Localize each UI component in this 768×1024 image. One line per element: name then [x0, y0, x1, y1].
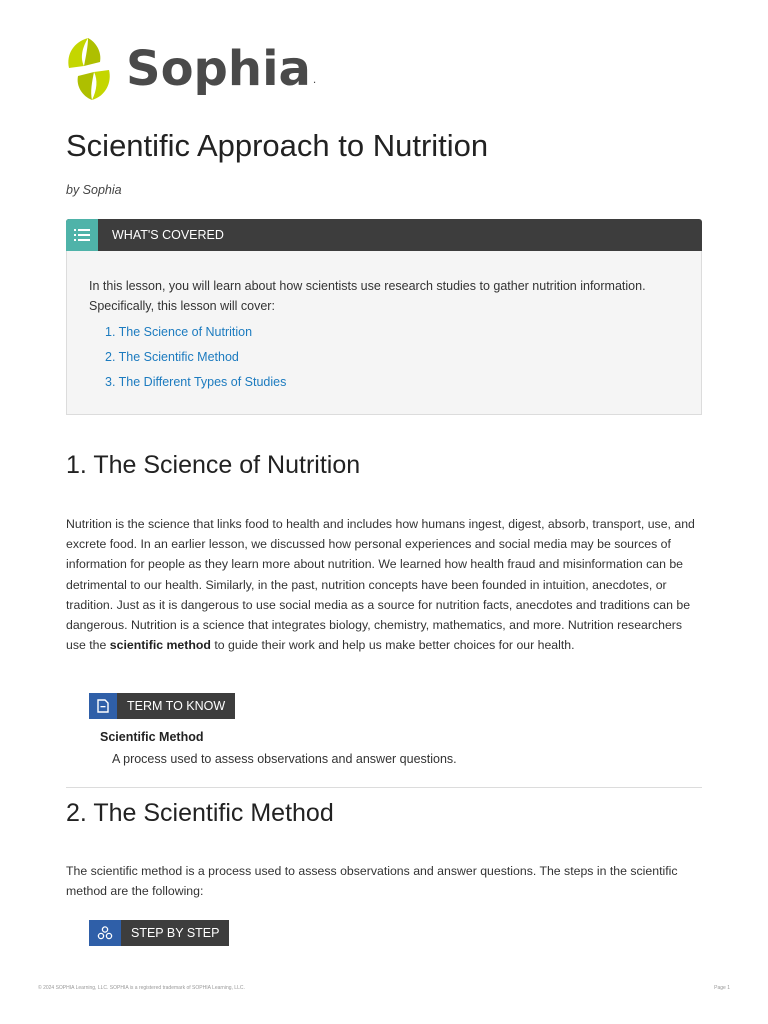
byline: by Sophia [66, 183, 122, 197]
term-to-know-label: TERM TO KNOW [127, 699, 226, 713]
sophia-logo [66, 36, 316, 102]
section1-text-after: to guide their work and help us make better choices for our health. [210, 638, 575, 653]
section2-paragraph: The scientific method is a process used to assess observations and answer questions. The steps in the scientific method are the following: [66, 864, 678, 899]
term-definition: A process used to assess observations and answer questions. [112, 752, 457, 766]
whats-covered-intro: In this lesson, you will learn about how scientists use research studies to gather nutrition information. Specifically, this lesson will cover: [89, 279, 646, 313]
sophia-leaf-icon [66, 36, 112, 102]
page-title: Scientific Approach to Nutrition [66, 128, 489, 163]
toc-list [89, 320, 679, 395]
footer-copyright: © 2024 SOPHIA Learning, LLC. SOPHIA is a registered trademark of SOPHIA Learning, LLC. [38, 985, 245, 991]
section-divider [66, 787, 702, 788]
scientific-method-bold: scientific method [109, 638, 211, 653]
list-icon [66, 219, 98, 251]
section1-paragraph [66, 514, 702, 655]
sophia-wordmark: Sophia [126, 41, 311, 97]
steps-icon [89, 920, 121, 946]
step-by-step-tag [89, 920, 229, 946]
term-to-know-tag [89, 693, 235, 719]
whats-covered-header [66, 219, 702, 251]
term-title: Scientific Method [100, 730, 204, 744]
toc-link-scientific-method[interactable]: 2. The Scientific Method [105, 350, 239, 364]
whats-covered-body [66, 251, 702, 415]
toc-link-types-of-studies[interactable]: 3. The Different Types of Studies [105, 375, 287, 389]
step-by-step-label: STEP BY STEP [131, 926, 220, 940]
section-heading-scientific-method: 2. The Scientific Method [66, 799, 334, 827]
section-heading-science-of-nutrition: 1. The Science of Nutrition [66, 451, 361, 479]
section1-text-before: Nutrition is the science that links food to health and includes how humans ingest, digest, absorb, transport, use, and excrete food. In an earlier lesson, we discussed how personal experiences and social media may be sources of information for people as they learn more about nutrition. We learned how health fraud and misinformation can be detrimental to our health. Similarly, in the past, nutrition concepts have been founded in intuition, anecdotes, or tradition. Just as it is dangerous to use social media as a source for nutrition facts, anecdotes and traditions can be dangerous. Nutrition is a science that integrates biology, chemistry, mathematics, and more. Nutrition researchers use the [66, 517, 695, 653]
whats-covered-box [66, 219, 702, 415]
document-icon [89, 693, 117, 719]
page-number: Page 1 [714, 985, 730, 991]
whats-covered-title: WHAT'S COVERED [112, 228, 224, 242]
toc-link-science-of-nutrition[interactable]: 1. The Science of Nutrition [105, 325, 253, 339]
registered-dot: . [312, 72, 317, 86]
